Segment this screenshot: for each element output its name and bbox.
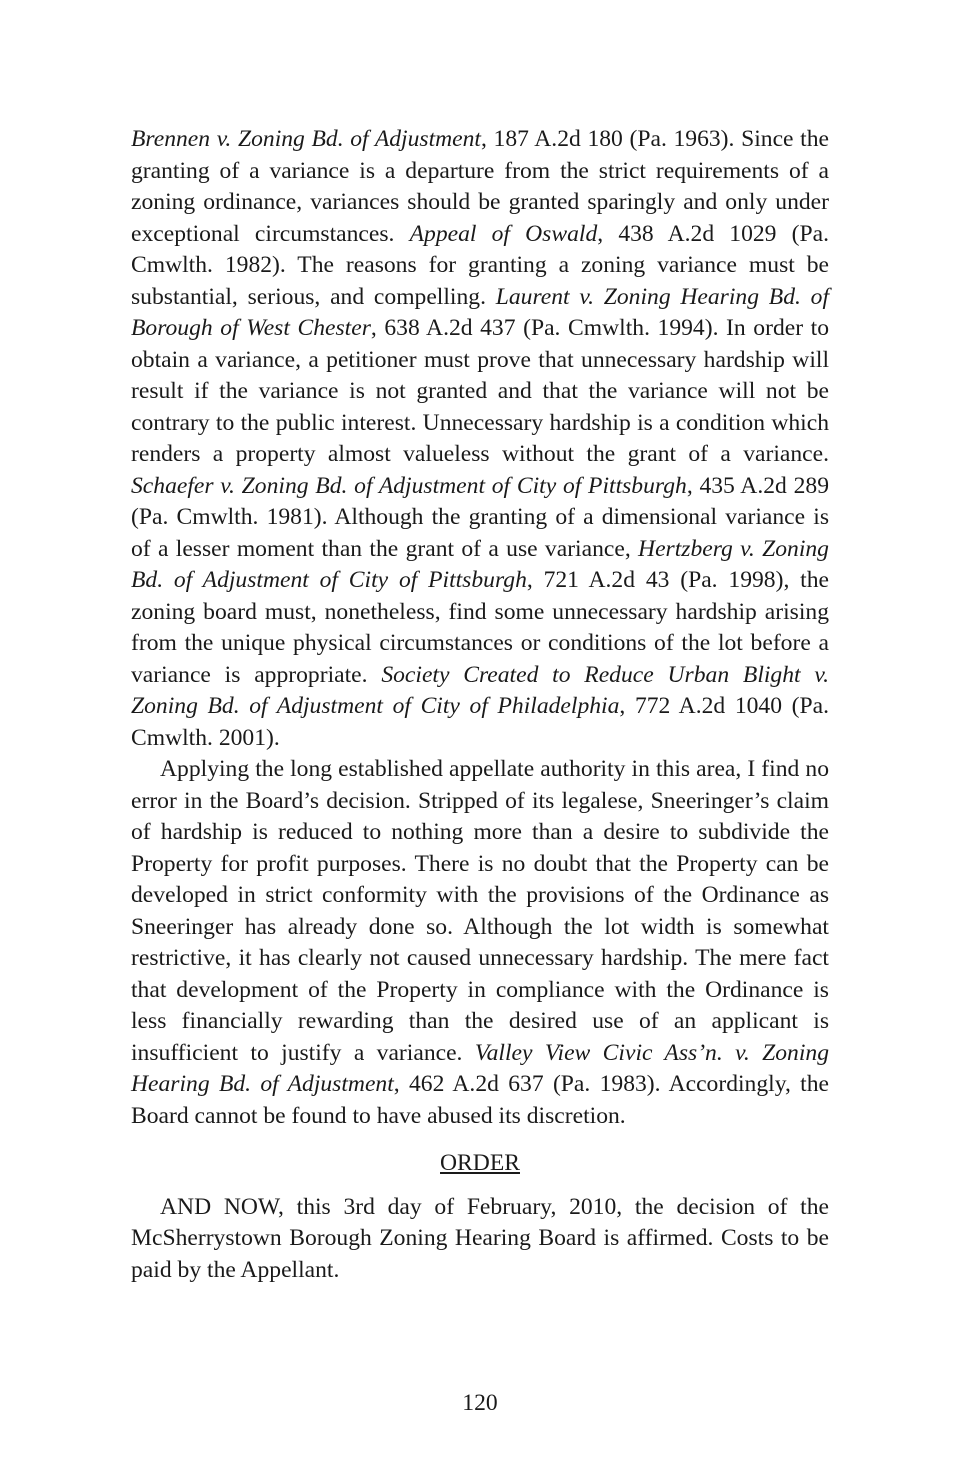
body-text: Applying the long established appellate authority in this area, I find no error in the Board’s decision. Stripped of its legalese, Sneeringer’s claim of hardship is reduced to nothing more than a desire to subdivide the Property for profit purposes. There is no doubt that the Property can be developed in strict conformity with the provisions of the Ordinance as Sneeringer has already done so. Although the lot width is somewhat restrictive, it has clearly not caused unnecessary hardship. The mere fact that development of the Property in compliance with the Ordinance is less financially rewarding than the desired use of an applicant is insufficient to justify a variance. xyxy=(131,756,829,1066)
body-text: , 438 A.2d 1029 (Pa. Cmwlth. 1982). The reasons for granting a zoning variance must be substantial, serious, and compelling. xyxy=(131,220,829,310)
case-citation: Appeal of Oswald xyxy=(409,220,598,247)
body-text: , 462 A.2d 637 (Pa. 1983). Accordingly, the Board cannot be found to have abused its discretion. xyxy=(131,1071,830,1129)
order-heading: ORDER xyxy=(440,1150,520,1176)
paragraph-case-law xyxy=(131,124,829,754)
paragraph-analysis xyxy=(131,754,829,1132)
case-citation: Brennen v. Zoning Bd. of Adjustment xyxy=(131,126,481,152)
body-text: , 638 A.2d 437 (Pa. Cmwlth. 1994). In order to obtain a variance, a petitioner must prove that unnecessary hardship will result if the variance is not granted and that the variance will not be contrary to the public interest. Unnecessary hardship is a condition which renders a property almost valueless without the grant of a variance. xyxy=(131,315,830,467)
body-text: , 435 A.2d 289 (Pa. Cmwlth. 1981). Although the granting of a dimensional variance is of a lesser moment than the grant of a use variance, xyxy=(131,472,829,562)
document-page xyxy=(131,124,829,1286)
case-citation: Schaefer v. Zoning Bd. of Adjustment of City of Pittsburgh xyxy=(131,472,687,499)
order-paragraph: AND NOW, this 3rd day of February, 2010, the decision of the McSherrystown Borough Zoning Hearing Board is affirmed. Costs to be paid by the Appellant. xyxy=(131,1193,829,1283)
body-text: , 187 A.2d 180 (Pa. 1963). Since the granting of a variance is a departure from the strict requirements of a zoning ordinance, variances should be granted sparingly and only under exceptional circumstances. xyxy=(131,126,829,247)
case-citation: Society Created to Reduce Urban Blight v. Zoning Bd. of Adjustment of City of Philadelphia xyxy=(131,661,829,719)
body-text: , 772 A.2d 1040 (Pa. Cmwlth. 2001). xyxy=(131,693,829,751)
page-number: 120 xyxy=(462,1390,498,1416)
case-citation: Valley View Civic Ass’n. v. Zoning Hearing Bd. of Adjustment xyxy=(131,1039,829,1097)
body-text: , 721 A.2d 43 (Pa. 1998), the zoning board must, nonetheless, find some unnecessary hardship arising from the unique physical circumstances or conditions of the lot before a variance is appropriate. xyxy=(131,567,829,688)
case-citation: Hertzberg v. Zoning Bd. of Adjustment of City of Pittsburgh xyxy=(131,535,829,593)
case-citation: Laurent v. Zoning Hearing Bd. of Borough of West Chester xyxy=(131,283,830,341)
